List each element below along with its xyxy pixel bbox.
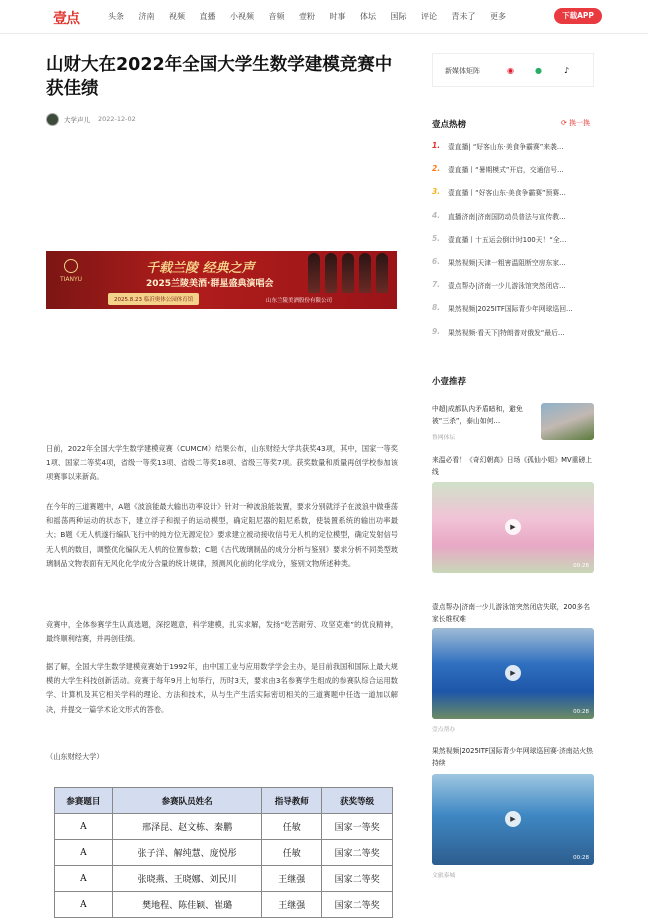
recommend-video-thumbnail[interactable] <box>432 628 594 719</box>
table-cell: 国家二等奖 <box>322 866 393 892</box>
recommend-item-source: 鲁网体坛 <box>432 435 456 441</box>
hot-list-item[interactable]: 5. 壹直播丨十五运会倒计时100天！“全… <box>432 233 567 244</box>
table-cell: 王继强 <box>262 892 322 918</box>
table-row <box>55 866 393 892</box>
recommend-item-source: 壹点帮办 <box>432 727 456 733</box>
recommend-item-title[interactable]: 中超|成都队内矛盾暗和，避免被“三杀”，泰山如何… <box>432 405 523 425</box>
banner-slogan: 千载兰陵 经典之声 <box>146 261 255 276</box>
table-cell: 国家二等奖 <box>322 840 393 866</box>
article-paragraph: 据了解，全国大学生数学建模竞赛始于1992年，由中国工业与应用数学学会主办，是目前我国和国际上最大规模的大学生科技创新活动。竞赛于每年9月上旬举行，历时3天，要求由3名参赛学生组成的参赛队综合运用数学、计算机及其它相关学科的理论、方法和技术，从与生产生活实际密切相关的三道赛题中任选一道加以解决，并提交一篇学术论文形式的答卷。 <box>46 662 398 714</box>
table-cell: 王继强 <box>262 866 322 892</box>
hot-list-title: 壹点热榜 <box>432 120 467 130</box>
download-app-button[interactable]: 下载APP <box>554 8 602 24</box>
tiktok-icon[interactable]: ♪ <box>563 66 570 75</box>
article-title: 山财大在2022年全国大学生数学建模竞赛中获佳绩 <box>46 55 393 99</box>
video-duration: 00:28 <box>573 563 589 569</box>
table-cell: 任敏 <box>262 814 322 840</box>
table-cell: 国家一等奖 <box>322 814 393 840</box>
table-cell: 邢泽昆、赵文栋、秦鹏 <box>112 814 262 840</box>
banner-event: 2025兰陵美酒·群星盛典演唱会 <box>146 279 274 289</box>
recommend-video-thumbnail[interactable] <box>432 774 594 865</box>
nav-item[interactable]: 体坛 <box>360 12 376 21</box>
table-row <box>55 892 393 918</box>
banner-singers <box>308 253 388 293</box>
nav-item[interactable]: 壹粉 <box>299 12 315 21</box>
refresh-button[interactable]: ⟳ 换一换 <box>561 119 591 127</box>
publish-date: 2022-12-02 <box>98 115 136 123</box>
table-cell: 任敏 <box>262 840 322 866</box>
brand-logo: TIANYU <box>56 259 86 283</box>
nav-item[interactable]: 国际 <box>390 12 407 21</box>
article-paragraph: 竞赛中，全体参赛学生认真选题，深挖题意，科学建模，扎实求解，发扬“吃苦耐劳、攻坚克难”的优良精神，最终顺利结赛，并再创佳绩。 <box>46 620 398 644</box>
table-header-row <box>55 788 393 814</box>
table-cell: 张晓燕、王晓娜、刘民川 <box>112 866 262 892</box>
table-cell: 樊地程、陈佳颖、崔璐 <box>112 892 262 918</box>
nav-item[interactable]: 时事 <box>329 12 346 21</box>
table-row <box>55 814 393 840</box>
nav-item[interactable]: 直播 <box>199 12 216 21</box>
hot-list-item[interactable]: 9. 果然视频·看天下|特朗普对俄发“最后… <box>432 326 565 337</box>
table-cell: A <box>55 814 113 840</box>
nav-item[interactable]: 头条 <box>108 12 124 21</box>
author-avatar[interactable] <box>46 113 59 126</box>
refresh-icon: ⟳ <box>561 119 567 127</box>
video-duration: 00:28 <box>573 709 589 715</box>
banner-date: 2025.8.23 临沂奥体公园体育馆 <box>108 293 199 305</box>
hot-list-item[interactable]: 8. 果然视频|2025ITF国际青少年网球巡回… <box>432 303 573 314</box>
table-header: 指导教师 <box>262 788 322 814</box>
hot-list-item[interactable]: 1. 壹直播| “好客山东·美食争霸赛”来袭… <box>432 141 564 151</box>
author-name[interactable]: 大学声儿 <box>64 115 90 124</box>
article-meta <box>46 112 136 126</box>
recommend-video-thumbnail[interactable] <box>432 482 594 573</box>
nav-item[interactable]: 音频 <box>268 12 285 21</box>
recommend-item-title[interactable]: 果然视频|2025ITF国际青少年网球巡回赛·济南站火热持续 <box>432 747 593 767</box>
wechat-icon[interactable]: ● <box>535 66 542 75</box>
weibo-icon[interactable]: ◉ <box>507 66 514 75</box>
ad-banner[interactable] <box>46 251 397 309</box>
recommend-thumbnail[interactable] <box>541 403 594 440</box>
nav-item-more[interactable]: 更多 <box>490 12 506 21</box>
article-paragraph: 日前，2022年全国大学生数学建模竞赛（CUMCM）结果公布，山东财经大学共获奖43项，其中，国家一等奖1项、国家二等奖4项，省级一等奖13项、省级二等奖18项、省级三等奖7项。获奖数量和质量再创学校参加该项赛事以来新高。 <box>46 444 398 482</box>
nav-item[interactable]: 济南 <box>138 12 155 21</box>
recommend-title: 小壹推荐 <box>432 377 467 387</box>
play-icon[interactable]: ▶ <box>505 811 521 827</box>
play-icon[interactable]: ▶ <box>505 665 521 681</box>
nav-item[interactable]: 小视频 <box>230 12 254 21</box>
recommend-item-source: 文旅泰城 <box>432 873 456 879</box>
table-cell: A <box>55 866 113 892</box>
site-logo[interactable]: 壹点 <box>53 11 79 27</box>
media-matrix <box>432 53 594 87</box>
hot-list-item[interactable]: 6. 果然视频|天津一粗害温阻断空房东家… <box>432 256 566 267</box>
video-duration: 00:28 <box>573 855 589 861</box>
table-cell: 国家二等奖 <box>322 892 393 918</box>
banner-company: 山东兰陵美酒股份有限公司 <box>266 298 333 304</box>
nav-menu <box>108 11 521 22</box>
article-source: （山东财经大学） <box>46 752 104 761</box>
media-matrix-label: 新媒体矩阵 <box>445 67 480 75</box>
table-header: 获奖等级 <box>322 788 393 814</box>
nav-item[interactable]: 视频 <box>169 12 185 21</box>
recommend-item-title[interactable]: 壹点帮办|济南一少儿游泳馆突然闭店失联，200多名家长维权难 <box>432 603 590 623</box>
article-paragraph: 在今年的三道赛题中，A题《波浪能最大输出功率设计》针对一种波浪能装置，要求分别就浮子在波浪中做垂荡和摇荡两种运动的状态下，建立浮子和振子的运动模型，确定阻尼器的阻尼系数，使装置系统的输出功率最大；B题《无人机遂行编队飞行中的纯方位无源定位》要求建立被动接收信号无人机的定位模型，确定发射信号无人机的数目，调整优化编队无人机的位置参数；C题《古代玻璃制品的成分分析与鉴别》要求分析不同类型玻璃制品文物表面有无风化化学成分含量的统计规律，预测风化前的化学成分，鉴别文物所述种类。 <box>46 502 398 568</box>
table-header: 参赛队员姓名 <box>112 788 262 814</box>
award-table <box>54 787 393 918</box>
hot-list-item[interactable]: 7. 壹点帮办|济南一少儿游泳馆突然闭店… <box>432 280 566 291</box>
table-cell: 张子洋、解纯慧、庞悦彤 <box>112 840 262 866</box>
hot-list-item[interactable]: 4. 直播济南|济南国防动员普法与宣传教… <box>432 210 566 221</box>
table-cell: A <box>55 840 113 866</box>
table-cell: A <box>55 892 113 918</box>
top-nav <box>0 0 648 34</box>
table-header: 参赛题目 <box>55 788 113 814</box>
hot-list-item[interactable]: 2. 壹直播丨“暑期模式”开启，交通信号… <box>432 164 564 175</box>
recommend-item-title[interactable]: 来温必看！《奇幻朝高》日场《孤仙小姐》MV重磅上线 <box>432 456 593 476</box>
table-row <box>55 840 393 866</box>
nav-item[interactable]: 评论 <box>421 12 437 21</box>
hot-list-item[interactable]: 3. 壹直播丨“好客山东·美食争霸赛”预赛… <box>432 187 566 198</box>
hot-list <box>432 141 596 350</box>
play-icon[interactable]: ▶ <box>505 519 521 535</box>
nav-item[interactable]: 青未了 <box>451 12 476 21</box>
